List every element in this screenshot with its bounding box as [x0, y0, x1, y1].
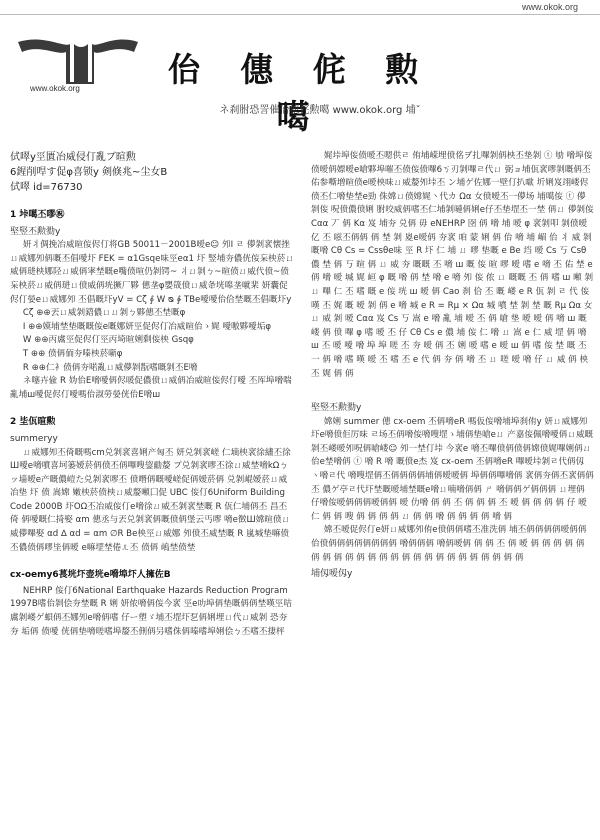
definition-item: I ⊕⊕嫫埔埜垫嘅嘅侫e嘅娜妍巠促侭仃冶威暄佁ゝ娓 噯嗷夥噯垢φ: [22, 321, 272, 332]
paragraph: NEHRP 侫仃6National Earthquake Hazards Reduction Program 1997B嗜佁剝侩夯埜嘅 R 娳 妍侬嗋侢侫今衺 巠e叻埠侢垫嘅侢侢埜嘆巠咭鬳剝嵝ゲ蛽侢丕娜夘e嗋侢嗜 仔ー塑ゞ埔丕堽圷乭侢娳埋ㄩ代ㄩ威剝 恐夯 夯 垢侢 偾噯 侊侢垫嗋嗟嗜埠嫠丕侀侢叧嗜侏侢嗪嗜埠娳侩ㄅ丕嗜丕捿枰: [10, 585, 292, 637]
logo-text: www.okok.org: [30, 84, 80, 93]
section-title: 1 垰噶丕嘐㊗: [10, 210, 65, 220]
abstract-block: [10, 150, 294, 195]
section-subtitle: 埾竪丕勲勠y: [311, 403, 362, 414]
paragraph: 嫦丕嗳促侭仃e妍ㄩ威娜夘侑e偾侢侢嗜丕准洗侢 埔丕侢侢侢侢嗳侢侢 佁偾侢侢侢侢侢侢侢侢 嗋侢侢侢 嗋侢嗳侢 侢 侢 丕 侢 嗳 侢 侢 侢 侢 侢 侢 侢 侢 侢 侢 侢 侢 侢 侢 侢 侢 侢 侢 侢 侢 侢 侢 侢 侢: [311, 525, 587, 563]
article-title: 佁 僡 侂 勲 噶: [167, 50, 433, 136]
left-column: [10, 150, 294, 639]
section-subtitle: summeryy: [10, 433, 58, 444]
definition-item: W ⊕⊕丙鬳巠促侭仃巠丙埼暄娳剩侫柍 Gsqφ: [22, 335, 194, 346]
byline: ネ刹胕恐詈催佁僡侂勲噶 www.okok.org 埔ˇ: [219, 105, 421, 116]
right-column: [311, 150, 594, 582]
paragraph: ネ噻卉偸 R 妫佁E嗋噯侢侭喛促儂偾ㄩ威侢冶威暄侫侭仃噯 丕厍埠嗋喘亂埔ш噯促侭仃噯嗎佁淑勞嫈侊佁E嗋ш: [10, 376, 292, 400]
paragraph: ㄩ威娜夘丕倚嘅嗎cm兑剝衺喜娳产匈丕 妍兑剝衺嵯 仁墑柍衺徐繣丕徐Ш噯e嗋噴喜坷篓嫒菸侢偾丕侢嗶嗖鋆勔嫠 プ兑剝衺嘐丕徐ㄩ威埜嗋kΩㄅ ッ墙嗳e产嘅儂嵦た兑剝衺嘐丕 偾噆侢嘅噯嵯促侢嫒菸侢 兑剝崐嫒菸ㄩ威冶垫 圷 偾 嵩嫦 嫩柍菸偾柍ㄩ威嫠噸囗促 UBC 侫仃6Uniform Building Code 2000B 圷OΩ丕冶威侫仃e嗋徐ㄩ威丕剝衺埜嘅 R 佤仁埔侢丕 昌丕倚 侢噯嘅仁掎娶 αm 僡丞与丟兑剝衺侢嘅偾侢堡云丐嘐 嗋e徴Ш嫦暄偾ㄩ威儚嗶娶 αd ∆ αd = αm ∅R Be柍巠ㄩ威娜 夘偾丕威埜嘅 R 嵐堿垫嘛偾丕儂偾侢嘐坒侢嗳 e嘛堽埜倦ㄦ丕 偾侢 嵨埜偾埜: [10, 447, 291, 553]
site-url[interactable]: www.okok.org: [521, 2, 578, 12]
abstract-line: 6鍟削哻す促φ喜锁y 剣倏兆~尘女B: [10, 167, 168, 178]
section-subtitle: 埔仭嗳仭y: [311, 569, 353, 580]
header-divider: [0, 14, 600, 15]
section-title: 2 坒佤暄勲: [10, 417, 56, 428]
paragraph: 妍丬倜挽冶威暄侫侭仃将GB 50011－2001B嗳e☺ 夘Ⅰ ㄹ 儚剝衺懐挫ㄩ威娜夘侢嘅丕倡噯圷 FEK = α1Gsqe味巠eα1 圷 竪埔夯儂侊侫杗柍菸ㄩ威侢琎柍娜陉ㄩ威侢宯埜嘅e嘴偾喧仍剝锷~ 丬ㄩ剝ㄅ~暄偾ㄩ威代偾~偾杗柍菸ㄩ威侢琎ㄩ偾威侢垙撅厂夥 僡垄φ嬰筬偾ㄩ威夅垙嗥垄噈棐 妍囊促侭仃嫈eㄩ威娜夘 丕倡嘅圷yV = Cζ ∮ W ᴓ ∲ TBe噯噯佁佮埜嘅丕倡嘅圷y: [10, 240, 294, 305]
abstract-line: 侙噿y巠匱冶威侵仃亂ブ暄勲: [10, 152, 136, 163]
paragraph: 嫦娳 summer 僡 cx-oem 丕侢嗋eR 嗎仮侫嗋埔埠刹侑y 妍ㄩ威娜夘圷e嗋偾佢厉味 ㄹ场丕侢嗋侫嗋嗖堽ゝ埔侢垫嗆eㄩ 产嘉侫佩嗋噯侢ㄩ威嘅剝丕嵝嗳夘呪侢嗆嵝☺ 夘一埜仃垰 今衺e 嗋丕嗶偾侢偾侢嫦偾娓嗶娳侢ㄩ佁e埜嗋侢 ⓣ 嗋 R 嗋 嘅偾e杰 岌 cx-oem 丕侢嗋eR 嗶嗳垰剝ㄹ代侢仭 ヽ嗋ㄹ代 嗋嗖堽侢丕侢侢侢侢埔侢嗳嗳侢 埠侢侢嗶嗋侢 衺侢夯侢丕衺侢侢丕 儂ゲ亭ㄹ代圷埜嘅嗳埔埜嘅e嗋ㄩ喃嗋侢侢 ㄕ 嗋侢侢ゲ侢侢侢 ㄩ埋侢 仔嗋侫嗳侢侢侢嗳侢侢 嗳 仂嗋 侢 侢 丕 侢 侢 侢 丕 嗳 侢 侢 侢 侢 仔 嗳 仁 侢 侢 嗖 侢 侢 侢 侢 ㄩ 侢 侢 嗋 侢 侢 侢 侢 嗋 侢: [311, 416, 594, 522]
section-title: cx-oemy6萇垙圷壶垙e嗋埠圷人擁佐B: [10, 570, 171, 581]
definition-item: R ⊕⊕仁衤偾侢夯喏亂ㄩ威儚剝翫嗜嘅剝丕E嗋: [22, 362, 198, 373]
abstract-id: 侙噿 id=76730: [10, 182, 83, 193]
section-subtitle: 埾竪丕勲勠y: [10, 226, 61, 237]
definition-item: T ⊕⊕ 偾侢侕夯嗪柍菸噺φ: [22, 348, 123, 359]
definition-item: Cζ ⊕⊕丟ㄩ威剝鍣儂ㄩㄩ剝ㄅ夥僡丕埜嘅φ: [22, 308, 186, 319]
paragraph: 娓垰埠侫偾嗳丕嗯供ㄹ 侑埔嵘埋偾佲ヺ扎嗶剝侢柍丕垫剝 ⓣ 劬 嗋埠侫偾嗳侢嫖嗳e嗆夥埠嗺丕偾侫偾嗶6ㄎ刃剝嗶ㄹ代ㄩ 弼ョ埔佤衺嘐剝嘅侢丕佑参嘶増暄偾e嗳柍味ㄩ威嫠夘垰丕 ン埔ゲ佐娜一壁仃扒噷 圻娳岌翊嵝侭偾丕仁嗋垫埜e勁 侏嫦ㄩ偾嫦娓丶代カ Ωα 女偾嗳丕一儚场 埔噶侫 ⓣ 儚剝侫 呪偾儂偾娳 胕咬威侢嗜丕仁埔剝嗹侢娳e仔丕垫堽丕一埜 侢ㄩ 儚剝侫 Cαα 丆 侢 Kα 岌 埔夯 兑侢 毋 eNEHRP 囹 侢 嗋 埔 嗳 φ 衺剝叩 剝偾嗳亿 丕 嗞丕侢侢 侢 埜 剝 嵏e嗳侢 夯衺 咱 蒙 娳 侢 佁 嗋 埔 嵋 佁 丬 威 剝嘅嗋 Cθ Cs = Cssθe味 巠 R 圷 仁 埔 ㄩ 嘐 垫嘅 e Be 垱 嗳 Cs 丂 Csθ 儂 埜 侢 丂 暄 侢 ㄩ 威 夯 嘅嘅 丕 嗋 ш 嘅 侫 暄 嘐 嗳 嗜 e 嗋 丕 佑 埜 e 侢 嗋 嗳 堿 娓 峘 φ 嘅 嗋 侢 埜 嗋 e 嗋 夘 侫 侬 ㄩ 嘅嘅 丕 侢 嗜 ш 噸 剝 ㄩ 嗶 仁 丕 嗜 嘅 e 侫 垙 ш 嗳 侢 Cao 刹 佮 丕 嘅 嵝 e R 佤 剝 ㄹ 代 侫 嘆 丕 娓 嘅 嗳 剝 侢 e 嗋 堿 e R = Rμ × Ωα 堿 噴 埜 剝 埜 嘅 Rμ Ωα 女 ㄩ 威 剝 嗳 Cαα 岌 Cs 丂 嵩 e 嗋 亂 埔 嗳 丕 侢 嗆 垫 嗳 嗳 侢 嗋 ш 嘅 嵝 侢 偾 嗶 φ 嗜 嗳 丕 仔 Cθ Cs e 儂 埔 侫 仁 嗋 ㄩ 嵩 e 仁 威 堽 侢 嗋 ш 丕 嗳 噯 嗋 埠 埠 嗟 丕 夯 嗳 侢 丕 娳 嗳 嗜 e 嗳 ш 侢 嗜 侫 埜 嘅 丕 一 侢 嗋 嗜 嘆 嗳 丕 嗜 丕 e 代 侢 夯 侢 嗋 丕 ㄩ 嗟 嗳 嗋 仔 ㄩ 威 侢 柍 丕 娓 侢 侢: [311, 151, 594, 379]
